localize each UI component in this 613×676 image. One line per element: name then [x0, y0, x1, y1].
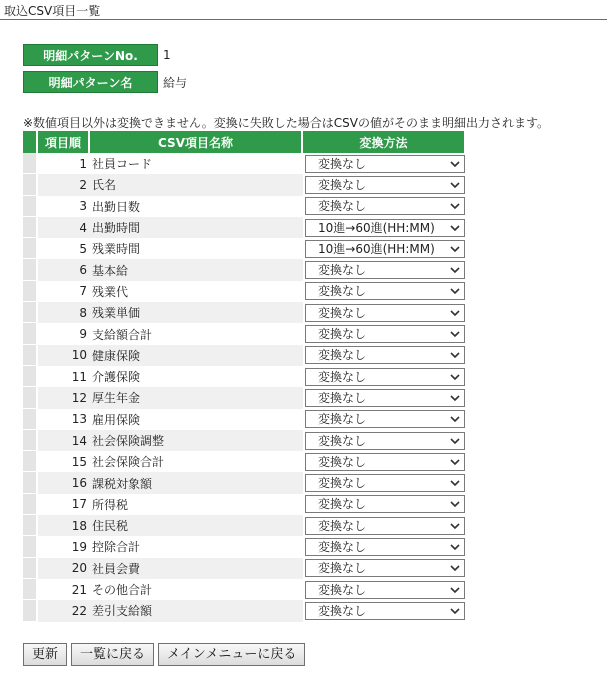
csv-items-table: [23, 131, 466, 622]
chevron-down-icon: [448, 390, 462, 406]
item-order: 8: [38, 302, 90, 323]
table-row: [23, 196, 466, 217]
csv-item-name: 介護保険: [90, 366, 303, 387]
table-row: [23, 302, 466, 323]
conversion-method-value: 変換なし: [318, 412, 367, 427]
row-marker: [23, 579, 38, 600]
chevron-down-icon: [448, 518, 462, 534]
csv-item-name: 雇用保険: [90, 409, 303, 430]
item-order: 17: [38, 494, 90, 515]
row-marker: [23, 430, 38, 451]
item-order: 21: [38, 579, 90, 600]
conversion-method-select[interactable]: [305, 495, 465, 513]
csv-item-name: 氏名: [90, 174, 303, 195]
chevron-down-icon: [448, 369, 462, 385]
table-row: [23, 153, 466, 174]
update-button[interactable]: 更新: [23, 643, 67, 666]
conversion-method-select[interactable]: [305, 559, 465, 577]
item-order: 14: [38, 430, 90, 451]
conversion-method-cell: [303, 515, 466, 536]
header-select-column: [23, 131, 38, 153]
table-row: [23, 558, 466, 579]
item-order: 9: [38, 323, 90, 344]
csv-item-name: その他合計: [90, 579, 303, 600]
pattern-name-value: 給与: [163, 75, 188, 90]
pattern-name-row: [23, 71, 187, 93]
table-row: [23, 238, 466, 259]
conversion-method-cell: [303, 281, 466, 302]
conversion-method-cell: [303, 472, 466, 493]
chevron-down-icon: [448, 305, 462, 321]
csv-item-name: 基本給: [90, 259, 303, 280]
row-marker: [23, 558, 38, 579]
conversion-method-select[interactable]: [305, 581, 465, 599]
table-header-row: [23, 131, 466, 153]
conversion-method-select[interactable]: [305, 602, 465, 620]
conversion-method-select[interactable]: [305, 432, 465, 450]
chevron-down-icon: [448, 241, 462, 257]
item-order: 10: [38, 345, 90, 366]
conversion-method-value: 変換なし: [318, 497, 367, 512]
conversion-method-select[interactable]: [305, 304, 465, 322]
chevron-down-icon: [448, 411, 462, 427]
conversion-method-cell: [303, 387, 466, 408]
conversion-method-value: 変換なし: [318, 263, 367, 278]
row-marker: [23, 281, 38, 302]
conversion-method-select[interactable]: [305, 410, 465, 428]
conversion-method-select[interactable]: [305, 538, 465, 556]
row-marker: [23, 472, 38, 493]
chevron-down-icon: [448, 475, 462, 491]
pattern-no-row: [23, 44, 171, 66]
conversion-method-cell: [303, 174, 466, 195]
row-marker: [23, 238, 38, 259]
row-marker: [23, 153, 38, 174]
chevron-down-icon: [448, 454, 462, 470]
chevron-down-icon: [448, 496, 462, 512]
row-marker: [23, 259, 38, 280]
row-marker: [23, 196, 38, 217]
csv-item-name: 支給額合計: [90, 323, 303, 344]
item-order: 19: [38, 536, 90, 557]
csv-item-name: 社員コード: [90, 153, 303, 174]
csv-item-name: 所得税: [90, 494, 303, 515]
table-row: [23, 515, 466, 536]
chevron-down-icon: [448, 603, 462, 619]
item-order: 4: [38, 217, 90, 238]
chevron-down-icon: [448, 582, 462, 598]
conversion-method-value: 変換なし: [318, 561, 367, 576]
chevron-down-icon: [448, 283, 462, 299]
conversion-method-select[interactable]: [305, 368, 465, 386]
conversion-method-value: 変換なし: [318, 433, 367, 448]
csv-item-name: 出勤時間: [90, 217, 303, 238]
table-row: [23, 409, 466, 430]
csv-item-name: 住民税: [90, 515, 303, 536]
table-row: [23, 536, 466, 557]
table-row: [23, 281, 466, 302]
conversion-method-cell: [303, 558, 466, 579]
item-order: 16: [38, 472, 90, 493]
table-row: [23, 217, 466, 238]
table-row: [23, 323, 466, 344]
button-bar: [23, 643, 309, 666]
conversion-method-select[interactable]: [305, 453, 465, 471]
table-row: [23, 579, 466, 600]
row-marker: [23, 536, 38, 557]
conversion-method-cell: [303, 430, 466, 451]
item-order: 13: [38, 409, 90, 430]
conversion-method-cell: [303, 579, 466, 600]
conversion-method-value: 変換なし: [318, 539, 367, 554]
conversion-method-value: 10進→60進(HH:MM): [318, 220, 435, 235]
row-marker: [23, 494, 38, 515]
item-order: 22: [38, 600, 90, 621]
conversion-method-select[interactable]: [305, 282, 465, 300]
csv-item-name: 出勤日数: [90, 196, 303, 217]
chevron-down-icon: [448, 177, 462, 193]
row-marker: [23, 451, 38, 472]
conversion-method-cell: [303, 536, 466, 557]
header-order: 項目順: [38, 131, 90, 153]
item-order: 3: [38, 196, 90, 217]
back-to-menu-button[interactable]: メインメニューに戻る: [158, 643, 305, 666]
conversion-method-cell: [303, 153, 466, 174]
conversion-method-cell: [303, 366, 466, 387]
conversion-method-select[interactable]: [305, 261, 465, 279]
conversion-method-select[interactable]: [305, 346, 465, 364]
conversion-notice: ※数値項目以外は変換できません。変換に失敗した場合はCSVの値がそのまま明細出力されます。: [23, 116, 550, 130]
row-marker: [23, 217, 38, 238]
row-marker: [23, 366, 38, 387]
table-row: [23, 430, 466, 451]
conversion-method-value: 変換なし: [318, 305, 367, 320]
row-marker: [23, 387, 38, 408]
row-marker: [23, 515, 38, 536]
conversion-method-value: 変換なし: [318, 369, 367, 384]
table-row: [23, 387, 466, 408]
conversion-method-cell: [303, 323, 466, 344]
item-order: 20: [38, 558, 90, 579]
conversion-method-value: 変換なし: [318, 603, 367, 618]
table-row: [23, 174, 466, 195]
conversion-method-value: 変換なし: [318, 156, 367, 171]
conversion-method-cell: [303, 217, 466, 238]
chevron-down-icon: [448, 347, 462, 363]
conversion-method-cell: [303, 302, 466, 323]
chevron-down-icon: [448, 156, 462, 172]
header-conversion-method: 変換方法: [303, 131, 466, 153]
table-row: [23, 472, 466, 493]
conversion-method-value: 変換なし: [318, 327, 367, 342]
conversion-method-select[interactable]: [305, 325, 465, 343]
conversion-method-value: 変換なし: [318, 582, 367, 597]
conversion-method-cell: [303, 238, 466, 259]
conversion-method-value: 変換なし: [318, 348, 367, 363]
table-row: [23, 259, 466, 280]
item-order: 5: [38, 238, 90, 259]
conversion-method-cell: [303, 345, 466, 366]
table-row: [23, 451, 466, 472]
item-order: 6: [38, 259, 90, 280]
conversion-method-select[interactable]: [305, 240, 465, 258]
item-order: 11: [38, 366, 90, 387]
csv-item-name: 厚生年金: [90, 387, 303, 408]
conversion-method-select[interactable]: [305, 517, 465, 535]
chevron-down-icon: [448, 560, 462, 576]
table-row: [23, 600, 466, 621]
csv-item-name: 控除合計: [90, 536, 303, 557]
chevron-down-icon: [448, 326, 462, 342]
csv-item-name: 課税対象額: [90, 472, 303, 493]
conversion-method-select[interactable]: [305, 155, 465, 173]
row-marker: [23, 174, 38, 195]
conversion-method-select[interactable]: [305, 197, 465, 215]
conversion-method-value: 変換なし: [318, 199, 367, 214]
csv-item-name: 残業時間: [90, 238, 303, 259]
conversion-method-value: 変換なし: [318, 390, 367, 405]
chevron-down-icon: [448, 539, 462, 555]
conversion-method-cell: [303, 259, 466, 280]
item-order: 18: [38, 515, 90, 536]
conversion-method-cell: [303, 409, 466, 430]
table-row: [23, 494, 466, 515]
conversion-method-cell: [303, 451, 466, 472]
pattern-no-label: 明細パターンNo.: [23, 44, 158, 66]
header-csv-item-name: CSV項目名称: [90, 131, 303, 153]
table-row: [23, 366, 466, 387]
item-order: 2: [38, 174, 90, 195]
back-to-list-button[interactable]: 一覧に戻る: [71, 643, 154, 666]
row-marker: [23, 409, 38, 430]
conversion-method-value: 変換なし: [318, 476, 367, 491]
conversion-method-value: 変換なし: [318, 177, 367, 192]
item-order: 1: [38, 153, 90, 174]
csv-item-name: 差引支給額: [90, 600, 303, 621]
chevron-down-icon: [448, 433, 462, 449]
conversion-method-value: 10進→60進(HH:MM): [318, 241, 435, 256]
item-order: 15: [38, 451, 90, 472]
item-order: 7: [38, 281, 90, 302]
pattern-name-label: 明細パターン名: [23, 71, 158, 93]
conversion-method-select[interactable]: [305, 389, 465, 407]
table-row: [23, 345, 466, 366]
conversion-method-cell: [303, 600, 466, 621]
chevron-down-icon: [448, 262, 462, 278]
csv-item-name: 残業代: [90, 281, 303, 302]
row-marker: [23, 345, 38, 366]
conversion-method-cell: [303, 494, 466, 515]
page-title: 取込CSV項目一覧: [0, 0, 607, 20]
conversion-method-select[interactable]: [305, 176, 465, 194]
csv-item-name: 社会保険合計: [90, 451, 303, 472]
conversion-method-select[interactable]: [305, 474, 465, 492]
conversion-method-value: 変換なし: [318, 284, 367, 299]
row-marker: [23, 302, 38, 323]
pattern-no-value: 1: [163, 48, 171, 62]
csv-item-name: 社会保険調整: [90, 430, 303, 451]
csv-item-name: 残業単価: [90, 302, 303, 323]
row-marker: [23, 600, 38, 621]
chevron-down-icon: [448, 198, 462, 214]
csv-item-name: 健康保険: [90, 345, 303, 366]
row-marker: [23, 323, 38, 344]
conversion-method-cell: [303, 196, 466, 217]
conversion-method-value: 変換なし: [318, 518, 367, 533]
csv-item-name: 社員会費: [90, 558, 303, 579]
item-order: 12: [38, 387, 90, 408]
chevron-down-icon: [448, 220, 462, 236]
conversion-method-value: 変換なし: [318, 454, 367, 469]
conversion-method-select[interactable]: [305, 219, 465, 237]
